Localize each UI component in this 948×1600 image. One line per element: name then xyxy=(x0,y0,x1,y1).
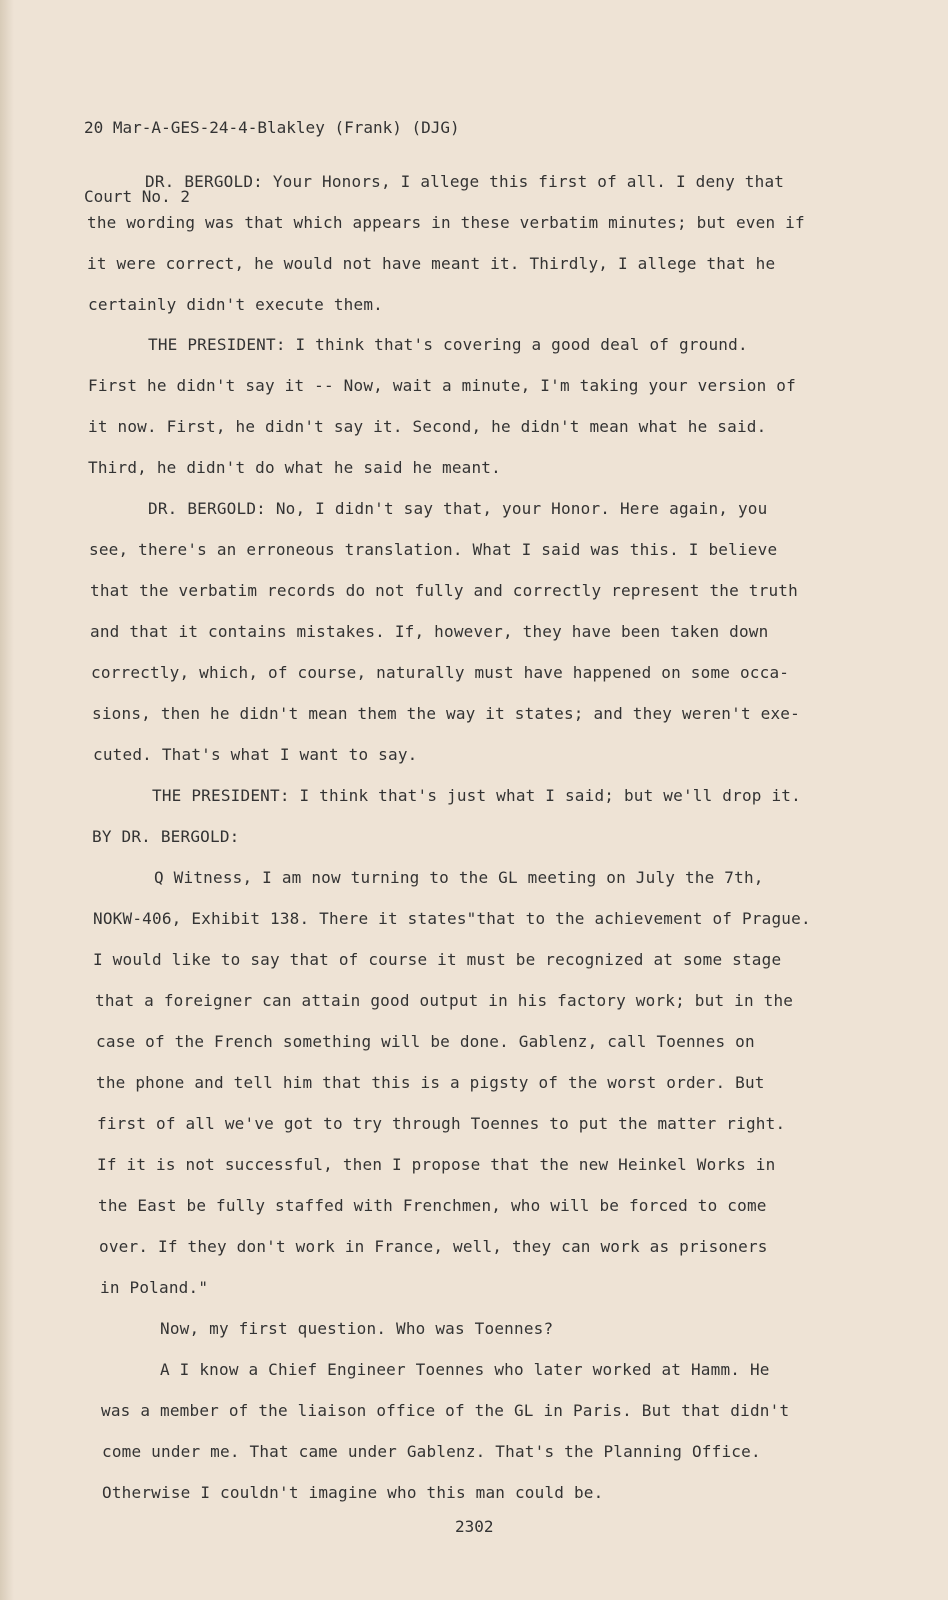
transcript-line: First he didn't say it -- Now, wait a minute, I'm taking your version of xyxy=(88,376,796,395)
transcript-line: DR. BERGOLD: No, I didn't say that, your Honor. Here again, you xyxy=(148,499,768,518)
transcript-line: the wording was that which appears in these verbatim minutes; but even if xyxy=(87,213,805,232)
transcript-line: over. If they don't work in France, well, they can work as prisoners xyxy=(99,1237,768,1256)
header-case-line: 20 Mar-A-GES-24-4-Blakley (Frank) (DJG) xyxy=(84,118,460,137)
transcript-line: THE PRESIDENT: I think that's covering a good deal of ground. xyxy=(148,335,748,354)
transcript-line: the East be fully staffed with Frenchmen, who will be forced to come xyxy=(98,1196,767,1215)
transcript-line: it were correct, he would not have meant it. Thirdly, I allege that he xyxy=(87,254,776,273)
transcript-line: correctly, which, of course, naturally must have happened on some occa- xyxy=(91,663,790,682)
transcript-line: NOKW-406, Exhibit 138. There it states"that to the achievement of Prague. xyxy=(93,909,811,928)
header-court-line: Court No. 2 xyxy=(84,187,190,206)
page-edge-shadow xyxy=(0,0,14,1600)
transcript-line: If it is not successful, then I propose that the new Heinkel Works in xyxy=(97,1155,776,1174)
transcript-line: that a foreigner can attain good output in his factory work; but in the xyxy=(95,991,794,1010)
transcript-line: it now. First, he didn't say it. Second, he didn't mean what he said. xyxy=(88,417,767,436)
transcript-line: Otherwise I couldn't imagine who this man could be. xyxy=(102,1483,604,1502)
transcript-line: BY DR. BERGOLD: xyxy=(92,827,240,846)
transcript-line: in Poland." xyxy=(100,1278,209,1297)
transcript-line: was a member of the liaison office of the GL in Paris. But that didn't xyxy=(101,1401,790,1420)
transcript-line: that the verbatim records do not fully and correctly represent the truth xyxy=(90,581,798,600)
transcript-line: sions, then he didn't mean them the way it states; and they weren't exe- xyxy=(92,704,800,723)
transcript-line: case of the French something will be done. Gablenz, call Toennes on xyxy=(96,1032,755,1051)
transcript-line: Q Witness, I am now turning to the GL meeting on July the 7th, xyxy=(154,868,764,887)
transcript-line: THE PRESIDENT: I think that's just what I said; but we'll drop it. xyxy=(152,786,801,805)
transcript-line: Third, he didn't do what he said he meant. xyxy=(88,458,501,477)
transcript-line: A I know a Chief Engineer Toennes who later worked at Hamm. He xyxy=(160,1360,770,1379)
transcript-line: certainly didn't execute them. xyxy=(88,295,383,314)
transcript-line: DR. BERGOLD: Your Honors, I allege this first of all. I deny that xyxy=(145,172,785,191)
transcript-line: see, there's an erroneous translation. What I said was this. I believe xyxy=(89,540,778,559)
transcript-line: first of all we've got to try through Toennes to put the matter right. xyxy=(97,1114,786,1133)
transcript-line: I would like to say that of course it must be recognized at some stage xyxy=(93,950,782,969)
transcript-line: cuted. That's what I want to say. xyxy=(93,745,418,764)
transcript-line: and that it contains mistakes. If, however, they have been taken down xyxy=(90,622,769,641)
transcript-line: come under me. That came under Gablenz. That's the Planning Office. xyxy=(102,1442,761,1461)
transcript-line: Now, my first question. Who was Toennes? xyxy=(160,1319,554,1338)
transcript-line: the phone and tell him that this is a pigsty of the worst order. But xyxy=(96,1073,765,1092)
page-number: 2302 xyxy=(455,1517,494,1536)
